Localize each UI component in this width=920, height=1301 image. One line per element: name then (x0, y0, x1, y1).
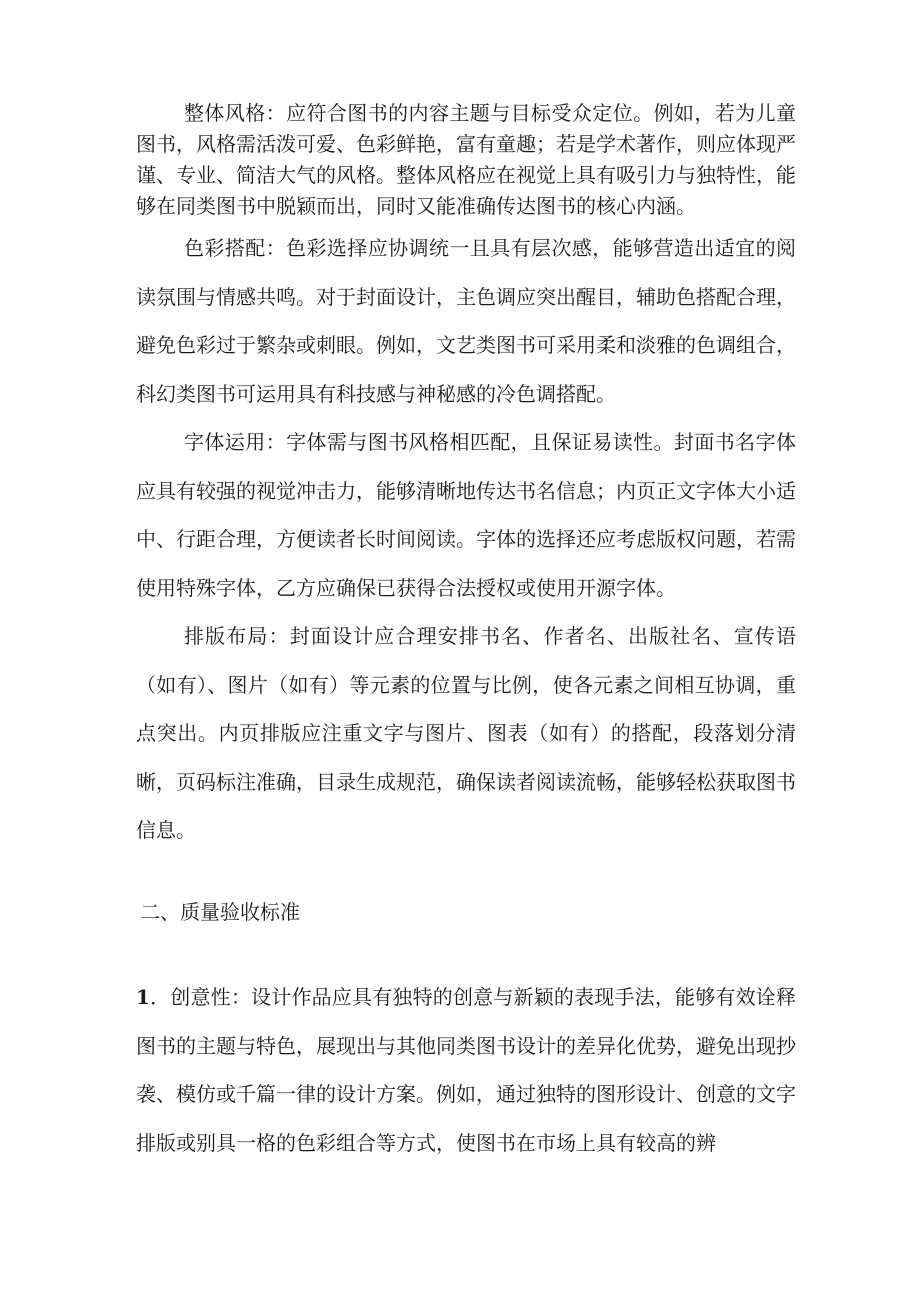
section-heading-quality-acceptance: 二、质量验收标准 (140, 900, 300, 924)
list-item-text: ．创意性：设计作品应具有独特的创意与新颖的表现手法，能够有效诠释图书的主题与特色，展现出与其他同类图书设计的差异化优势，避免出现抄袭、模仿或千篇一律的设计方案。例如，通过独特的图形设计、创意的文字排版或别具一格的色彩组合等方式，使图书在市场上具有较高的辨 (136, 985, 796, 1155)
paragraph-overall-style: 整体风格：应符合图书的内容主题与目标受众定位。例如，若为儿童图书，风格需活泼可爱、色彩鲜艳，富有童趣；若是学术著作，则应体现严谨、专业、简洁大气的风格。整体风格应在视觉上具有吸引力与独特性，能够在同类图书中脱颖而出，同时又能准确传达图书的核心内涵。 (136, 101, 796, 218)
paragraph-color-matching: 色彩搭配：色彩选择应协调统一且具有层次感，能够营造出适宜的阅读氛围与情感共鸣。对于封面设计，主色调应突出醒目，辅助色搭配合理，避免色彩过于繁杂或刺眼。例如，文艺类图书可采用柔和淡雅的色调组合，科幻类图书可运用具有科技感与神秘感的冷色调搭配。 (136, 236, 796, 406)
paragraph-font-usage: 字体运用：字体需与图书风格相匹配，且保证易读性。封面书名字体应具有较强的视觉冲击力，能够清晰地传达书名信息；内页正文字体大小适中、行距合理，方便读者长时间阅读。字体的选择还应考虑版权问题，若需使用特殊字体，乙方应确保已获得合法授权或使用开源字体。 (136, 430, 796, 600)
list-item-creativity (136, 973, 796, 1167)
list-item-number: 1 (136, 985, 150, 1009)
paragraph-layout: 排版布局：封面设计应合理安排书名、作者名、出版社名、宣传语（如有）、图片（如有）等元素的位置与比例，使各元素之间相互协调，重点突出。内页排版应注重文字与图片、图表（如有）的搭配，段落划分清晰，页码标注准确，目录生成规范，确保读者阅读流畅，能够轻松获取图书信息。 (136, 624, 796, 842)
